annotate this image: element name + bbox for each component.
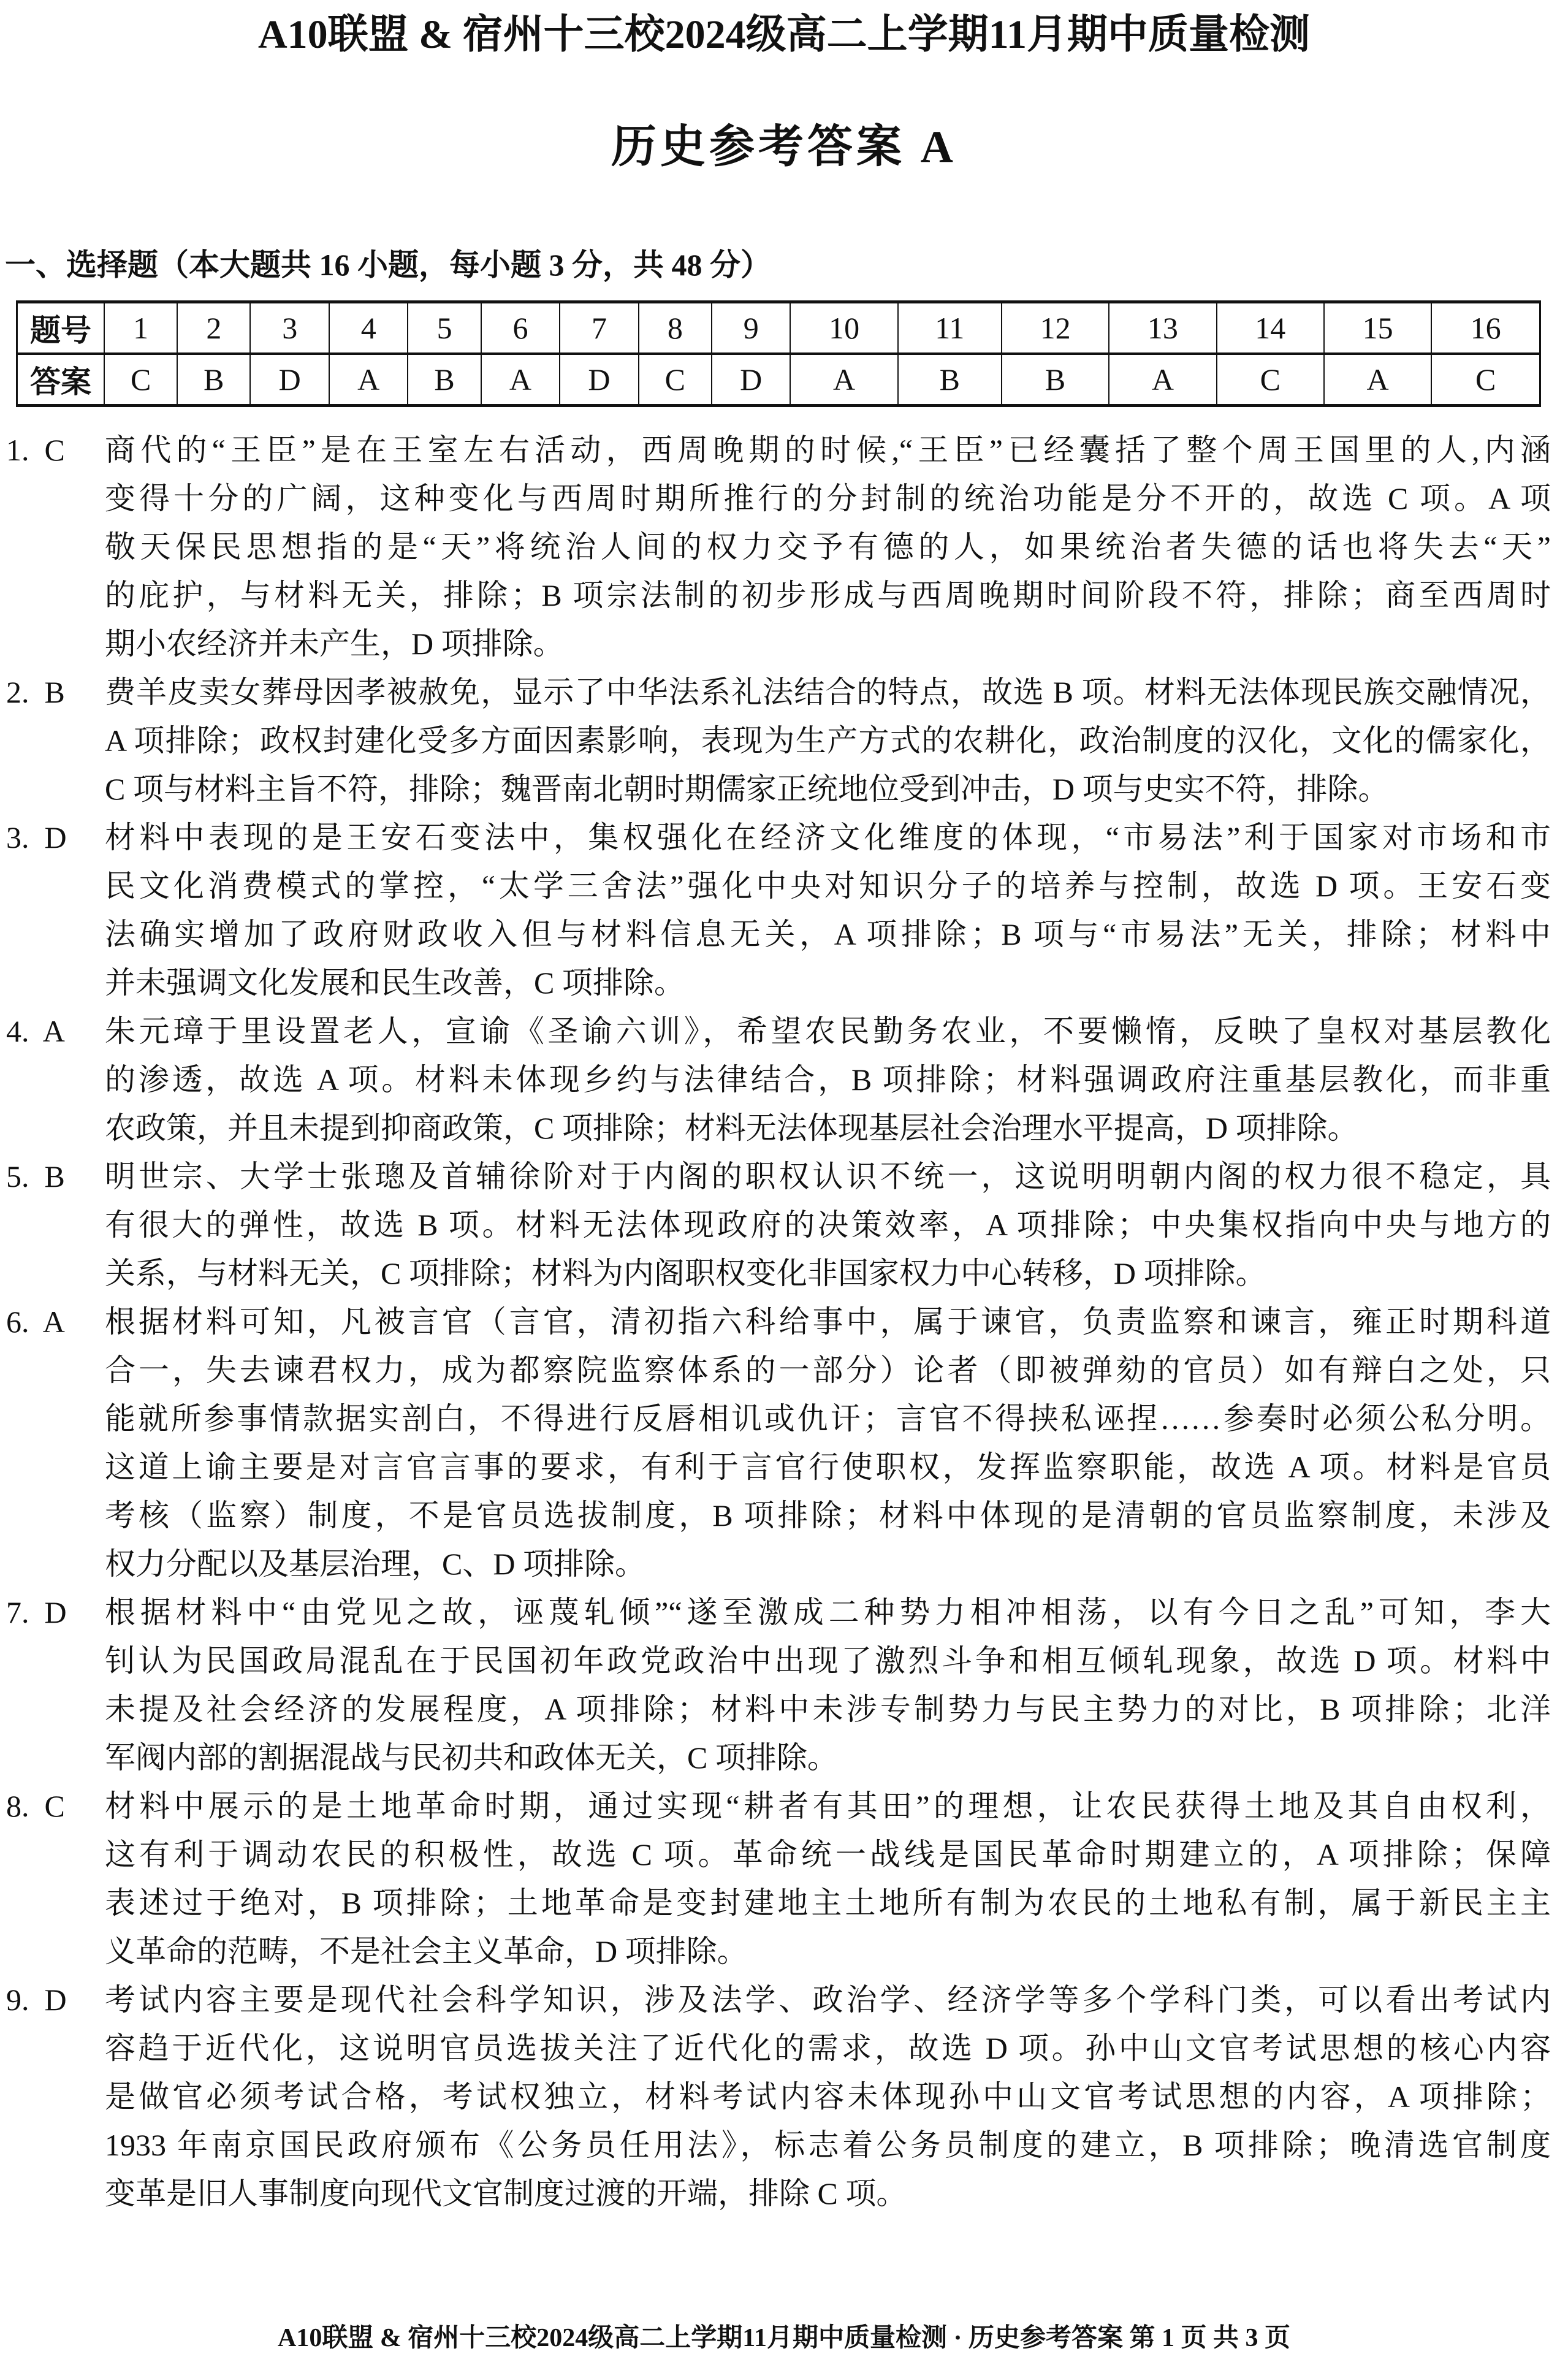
- item-number: 8. C: [6, 1789, 65, 1823]
- answer-cell: D: [712, 354, 791, 406]
- explanation-line: 农政策，并且未提到抑商政策，C 项排除；材料无法体现基层社会治理水平提高，D 项排除。: [105, 1111, 1358, 1145]
- explanation-line: 有很大的弹性，故选 B 项。材料无法体现政府的决策效率，A 项排除；中央集权指向中央与地方的: [105, 1208, 1551, 1242]
- question-number-cell: 1: [104, 302, 177, 354]
- explanation-line: 权力分配以及基层治理，C、D 项排除。: [105, 1547, 645, 1581]
- explanation-line: A 项排除；政权封建化受多方面因素影响，表现为生产方式的农耕化，政治制度的汉化，文化的儒家化，: [105, 723, 1551, 758]
- question-number-cell: 6: [481, 302, 560, 354]
- answer-explanation: [0, 426, 1568, 668]
- explanation-line: 期小农经济并未产生，D 项排除。: [105, 627, 564, 661]
- row-label-number: 题号: [17, 302, 105, 354]
- answer-cell: C: [104, 354, 177, 406]
- answer-cell: C: [639, 354, 712, 406]
- explanation-line: 朱元璋于里设置老人，宣谕《圣谕六训》，希望农民勤务农业，不要懒惰，反映了皇权对基层教化: [105, 1014, 1551, 1048]
- answer-cell: B: [898, 354, 1002, 406]
- explanation-line: C 项与材料主旨不符，排除；魏晋南北朝时期儒家正统地位受到冲击，D 项与史实不符，排除。: [105, 772, 1389, 806]
- question-number-cell: 13: [1109, 302, 1216, 354]
- question-number-cell: 15: [1324, 302, 1431, 354]
- item-number: 7. D: [6, 1595, 67, 1629]
- explanation-line: 军阀内部的割据混战与民初共和政体无关，C 项排除。: [105, 1740, 838, 1775]
- question-number-cell: 2: [177, 302, 250, 354]
- document-title: A10联盟 & 宿州十三校2024级高二上学期11月期中质量检测: [258, 12, 1310, 57]
- answer-explanation: [0, 1298, 1568, 1588]
- answer-cell: A: [329, 354, 408, 406]
- question-number-cell: 12: [1002, 302, 1109, 354]
- explanation-line: 的渗透，故选 A 项。材料未体现乡约与法律结合，B 项排除；材料强调政府注重基层教化，而非重: [105, 1062, 1551, 1097]
- explanation-line: 未提及社会经济的发展程度，A 项排除；材料中未涉专制势力与民主势力的对比，B 项排除；北洋: [105, 1692, 1551, 1726]
- explanation-line: 能就所参事情款据实剖白，不得进行反唇相讥或仇讦；言官不得挟私诬捏……参奏时必须公私分明。: [105, 1401, 1551, 1436]
- explanation-line: 1933 年南京国民政府颁布《公务员任用法》，标志着公务员制度的建立，B 项排除；晚清选官制度: [105, 2128, 1551, 2162]
- answer-explanation: [0, 1153, 1568, 1298]
- explanation-line: 合一，失去谏君权力，成为都察院监察体系的一部分）论者（即被弹劾的官员）如有辩白之处，只: [105, 1353, 1551, 1387]
- explanation-line: 钊认为民国政局混乱在于民国初年政党政治中出现了激烈斗争和相互倾轧现象，故选 D 项。材料中: [105, 1644, 1551, 1678]
- explanation-line: 敬天保民思想指的是“天”将统治人间的权力交予有德的人，如果统治者失德的话也将失去“天”: [105, 530, 1551, 564]
- answer-explanation: [0, 1782, 1568, 1976]
- question-number-cell: 7: [560, 302, 639, 354]
- answer-cell: B: [408, 354, 481, 406]
- explanation-line: 费羊皮卖女葬母因孝被赦免，显示了中华法系礼法结合的特点，故选 B 项。材料无法体现民族交融情况，: [105, 675, 1551, 709]
- explanation-line: 并未强调文化发展和民生改善，C 项排除。: [105, 966, 685, 1000]
- item-number: 9. D: [6, 1983, 67, 2017]
- answer-cell: A: [1109, 354, 1216, 406]
- explanation-line: 商代的“王臣”是在王室左右活动，西周晚期的时候,“王臣”已经囊括了整个周王国里的人,内涵: [105, 433, 1551, 467]
- explanation-line: 变革是旧人事制度向现代文官制度过渡的开端，排除 C 项。: [105, 2176, 907, 2211]
- question-number-cell: 9: [712, 302, 791, 354]
- explanation-line: 材料中表现的是王安石变法中，集权强化在经济文化维度的体现，“市易法”利于国家对市场和市: [105, 820, 1551, 855]
- answer-table: [16, 300, 1541, 407]
- answer-cell: A: [790, 354, 897, 406]
- section-heading: 一、选择题（本大题共 16 小题，每小题 3 分，共 48 分）: [5, 248, 771, 282]
- explanation-line: 关系，与材料无关，C 项排除；材料为内阁职权变化非国家权力中心转移，D 项排除。: [105, 1256, 1266, 1290]
- answer-cell: A: [481, 354, 560, 406]
- explanation-line: 考核（监察）制度，不是官员选拔制度，B 项排除；材料中体现的是清朝的官员监察制度，未涉及: [105, 1498, 1551, 1533]
- explanation-line: 民文化消费模式的掌控，“太学三舍法”强化中央对知识分子的培养与控制，故选 D 项。王安石变: [105, 869, 1551, 903]
- row-label-answer: 答案: [17, 354, 105, 406]
- explanation-line: 法确实增加了政府财政收入但与材料信息无关，A 项排除；B 项与“市易法”无关，排除；材料中: [105, 917, 1551, 951]
- question-number-cell: 4: [329, 302, 408, 354]
- answer-cell: C: [1217, 354, 1324, 406]
- answer-explanation: [0, 1588, 1568, 1782]
- answer-cell: C: [1431, 354, 1540, 406]
- item-number: 2. B: [6, 675, 65, 709]
- answer-cell: B: [177, 354, 250, 406]
- explanation-line: 容趋于近代化，这说明官员选拔关注了近代化的需求，故选 D 项。孙中山文官考试思想的核心内容: [105, 2031, 1551, 2065]
- answer-cell: A: [1324, 354, 1431, 406]
- explanation-line: 材料中展示的是土地革命时期，通过实现“耕者有其田”的理想，让农民获得土地及其自由权利，: [105, 1789, 1551, 1823]
- item-number: 4. A: [6, 1014, 65, 1048]
- explanation-line: 变得十分的广阔，这种变化与西周时期所推行的分封制的统治功能是分不开的，故选 C 项。A 项: [105, 481, 1551, 516]
- question-number-cell: 3: [250, 302, 329, 354]
- question-number-cell: 5: [408, 302, 481, 354]
- item-number: 1. C: [6, 433, 65, 467]
- question-number-cell: 10: [790, 302, 897, 354]
- document-subtitle: 历史参考答案 A: [611, 122, 957, 172]
- explanation-line: 明世宗、大学士张璁及首辅徐阶对于内阁的职权认识不统一，这说明明朝内阁的权力很不稳定，具: [105, 1159, 1551, 1194]
- explanation-line: 义革命的范畴，不是社会主义革命，D 项排除。: [105, 1934, 748, 1968]
- question-number-cell: 16: [1431, 302, 1540, 354]
- explanation-line: 根据材料中“由党见之故，诬蔑轧倾”“遂至激成二种势力相冲相荡，以有今日之乱”可知，李大: [105, 1595, 1551, 1629]
- answer-explanation: [0, 1007, 1568, 1153]
- question-number-cell: 14: [1217, 302, 1324, 354]
- explanation-line: 的庇护，与材料无关，排除；B 项宗法制的初步形成与西周晚期时间阶段不符，排除；商至西周时: [105, 578, 1551, 612]
- answer-explanation: [0, 1976, 1568, 2218]
- answer-explanation: [0, 813, 1568, 1007]
- explanations: [0, 426, 1568, 2218]
- explanation-line: 这有利于调动农民的积极性，故选 C 项。革命统一战线是国民革命时期建立的，A 项排除；保障: [105, 1837, 1551, 1872]
- item-number: 3. D: [6, 820, 67, 855]
- question-number-cell: 11: [898, 302, 1002, 354]
- question-number-cell: 8: [639, 302, 712, 354]
- answer-cell: B: [1002, 354, 1109, 406]
- explanation-line: 是做官必须考试合格，考试权独立，材料考试内容未体现孙中山文官考试思想的内容，A 项排除；: [105, 2079, 1551, 2114]
- item-number: 5. B: [6, 1159, 65, 1194]
- explanation-line: 这道上谕主要是对言官言事的要求，有利于言官行使职权，发挥监察职能，故选 A 项。材料是官员: [105, 1450, 1551, 1484]
- answer-cell: D: [560, 354, 639, 406]
- answer-explanation: [0, 668, 1568, 813]
- explanation-line: 根据材料可知，凡被言官（言官，清初指六科给事中，属于谏官，负责监察和谏言，雍正时期科道: [105, 1305, 1551, 1339]
- explanation-line: 表述过于绝对，B 项排除；土地革命是变封建地主土地所有制为农民的土地私有制，属于新民主主: [105, 1886, 1551, 1920]
- item-number: 6. A: [6, 1305, 65, 1339]
- answer-cell: D: [250, 354, 329, 406]
- explanation-line: 考试内容主要是现代社会科学知识，涉及法学、政治学、经济学等多个学科门类，可以看出考试内: [105, 1983, 1551, 2017]
- page-footer: A10联盟 & 宿州十三校2024级高二上学期11月期中质量检测 · 历史参考答案 第 1 页 共 3 页: [277, 2324, 1290, 2352]
